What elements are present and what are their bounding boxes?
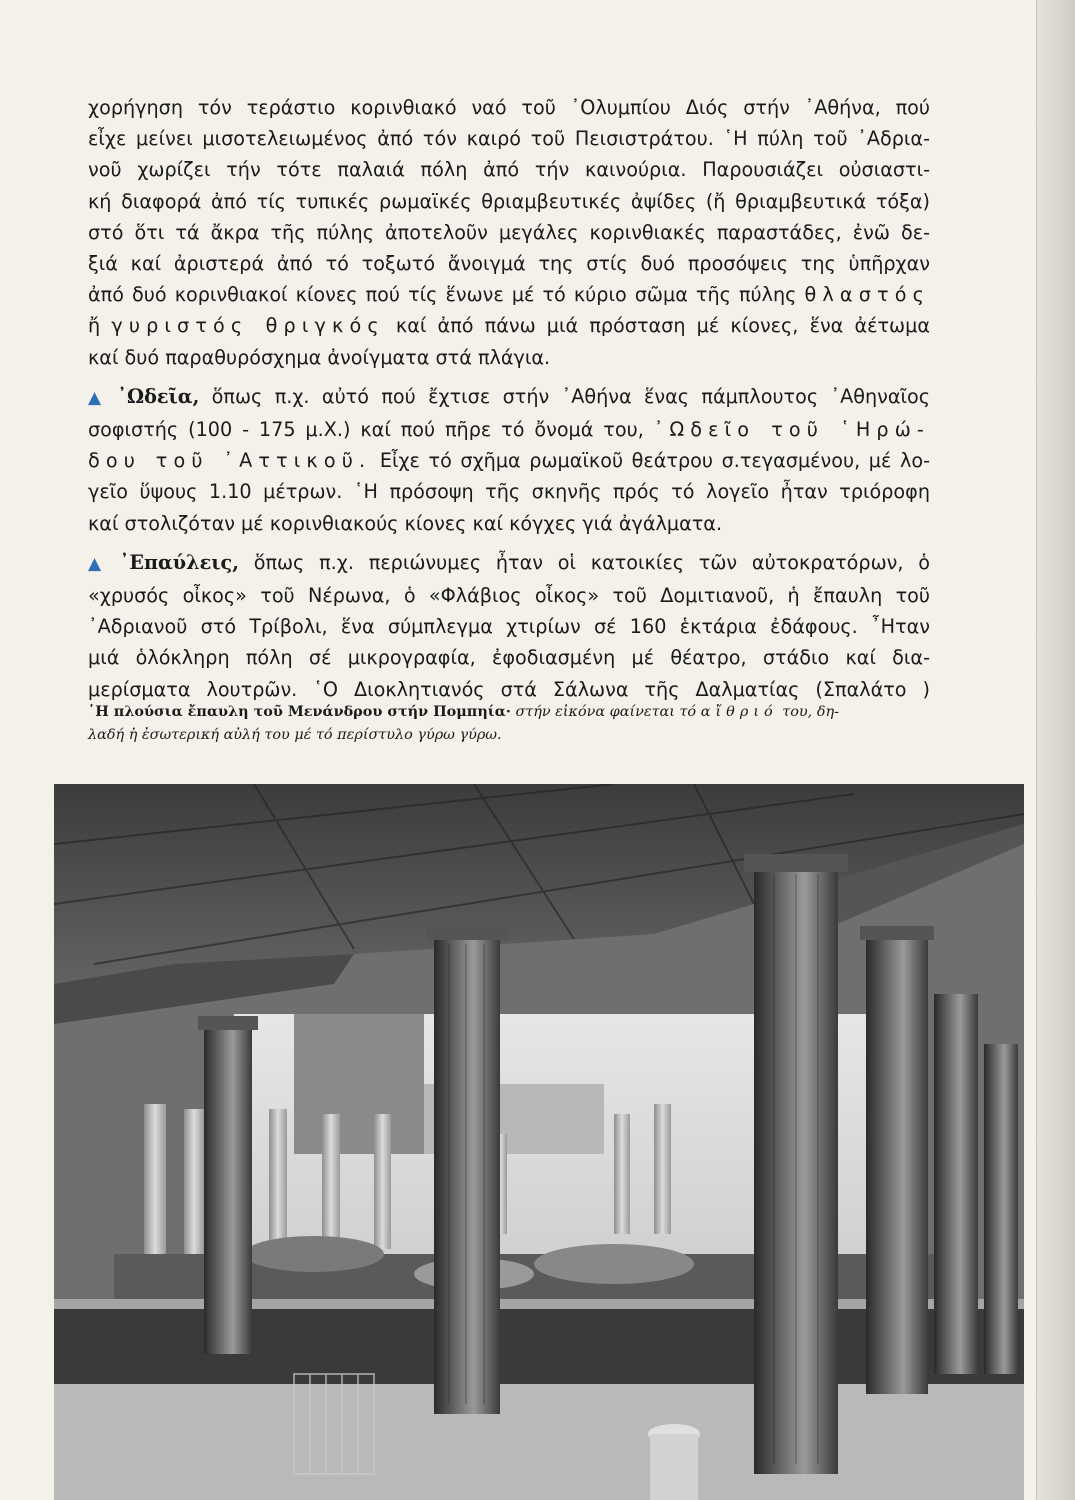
text-line: εἶχε μείνει μισοτελειωμένος ἀπό τόν καιρό τοῦ Πεισιστράτου. ῾Η πύλη τοῦ ᾿Αδρια- — [88, 127, 930, 151]
caption-text: στήν εἰκόνα φαίνεται τό — [515, 704, 697, 720]
text-run: ἤ — [88, 314, 101, 338]
spaced-term: ᾿Ωδεῖο τοῦ ῾Ηρώ- — [653, 418, 930, 442]
text-line: χορήγηση τόν τεράστιο κορινθιακό ναό τοῦ ᾿Ολυμπίου Διός στήν ᾿Αθήνα, πού — [88, 96, 930, 119]
text-line — [88, 381, 930, 414]
page-binding-edge — [1036, 0, 1075, 1500]
triangle-marker-icon: ▲ — [88, 553, 110, 574]
text-line: κή διαφορά ἀπό τίς τυπικές ρωμαϊκές θριαμβευτικές ἀψίδες (ἤ θριαμβευτικά τόξα) — [88, 189, 930, 213]
text-line: στό ὅτι τά ἄκρα τῆς πύλης ἀποτελοῦν μεγάλες κορινθιακές παραστάδες, ἐνῶ δε- — [88, 220, 930, 244]
caption-line: λαδή ἡ ἐσωτερική αὐλή του μέ τό περίστυλο γύρω γύρω. — [88, 727, 502, 743]
text-line — [88, 547, 930, 580]
text-run: ὅπως π.χ. περιώνυμες ἦταν οἱ κατοικίες τῶν αὐτοκρατόρων, ὁ — [253, 550, 930, 574]
body-text — [88, 92, 930, 705]
photo-caption — [88, 700, 933, 747]
text-line: καί δυό παραθυρόσχημα ἀνοίγματα στά πλάγια. — [88, 345, 551, 369]
text-line: μιά ὁλόκληρη πόλη σέ μικρογραφία, ἐφοδιασμένη μέ θέατρο, στάδιο καί δια- — [88, 646, 930, 670]
text-line: καί στολιζόταν μέ κορινθιακούς κίονες καί κόγχες γιά ἀγάλματα. — [88, 511, 723, 535]
paragraph-odeia — [88, 381, 930, 539]
triangle-marker-icon: ▲ — [88, 387, 108, 408]
text-run: ὅπως π.χ. αὐτό πού ἔχτισε στήν ᾿Αθήνα ἕνας πάμπλουτος ᾿Αθηναῖος — [211, 384, 930, 408]
caption-text: του, δη- — [782, 704, 839, 720]
section-heading: ᾿Επαύλεις, — [119, 550, 239, 574]
caption-title: ῾Η πλούσια ἔπαυλη τοῦ Μενάνδρου στήν Πομπηία· — [88, 703, 511, 720]
text-run: καί ἀπό πάνω μιά πρόσταση μέ κίονες, ἕνα ἀέτωμα — [395, 314, 930, 338]
text-line: «χρυσός οἶκος» τοῦ Νέρωνα, ὁ «Φλάβιος οἶκος» τοῦ Δομιτιανοῦ, ἡ ἔπαυλη τοῦ — [88, 584, 930, 608]
text-line — [88, 414, 930, 445]
peristyle-photo — [54, 784, 1024, 1500]
caption-spaced-term: αἴθριό — [700, 704, 778, 720]
paragraph-epauleis — [88, 547, 930, 705]
text-run: ἀπό δυό κορινθιακοί κίονες πού τίς ἕνωνε μέ τό κύριο σῶμα τῆς πύλης — [88, 283, 797, 307]
caption-line — [88, 700, 933, 724]
paragraph-1 — [88, 92, 930, 373]
text-line: ᾿Αδριανοῦ στό Τρίβολι, ἕνα σύμπλεγμα χτιρίων σέ 160 ἑκτάρια ἐδάφους. ῏Ηταν — [88, 615, 930, 639]
spaced-term: θλαστός — [804, 283, 930, 307]
text-line: γεῖο ὕψους 1.10 μέτρων. ῾Η πρόσοψη τῆς σκηνῆς πρός τό λογεῖο ἦταν τριόροφη — [88, 480, 930, 504]
text-line — [88, 445, 930, 476]
text-run: σοφιστής (100 - 175 μ.Χ.) καί πού πῆρε τό ὄνομά του, — [88, 418, 644, 442]
spaced-term: γυριστός θριγκός — [111, 314, 385, 338]
text-line — [88, 310, 930, 341]
text-line: ξιά καί ἀριστερά ἀπό τό τοξωτό ἄνοιγμά της στίς δυό προσόψεις της ὑπῆρχαν — [88, 252, 930, 276]
text-line — [88, 279, 930, 310]
spaced-term: δου τοῦ ᾿Αττικοῦ. — [88, 449, 372, 473]
text-line: νοῦ χωρίζει τήν τότε παλαιά πόλη ἀπό τήν καινούρια. Παρουσιάζει οὐσιαστι- — [88, 158, 930, 182]
text-line: μερίσματα λουτρῶν. ῾Ο Διοκλητιανός στά Σάλωνα τῆς Δαλματίας (Σπαλάτο ) — [88, 677, 930, 701]
text-run: Εἶχε τό σχῆμα ρωμαϊκοῦ θεάτρου σ.τεγασμένου, μέ λο- — [379, 449, 930, 473]
peristyle-photo-graphic — [54, 784, 1024, 1500]
section-heading: ᾿Ωδεῖα, — [117, 384, 200, 408]
